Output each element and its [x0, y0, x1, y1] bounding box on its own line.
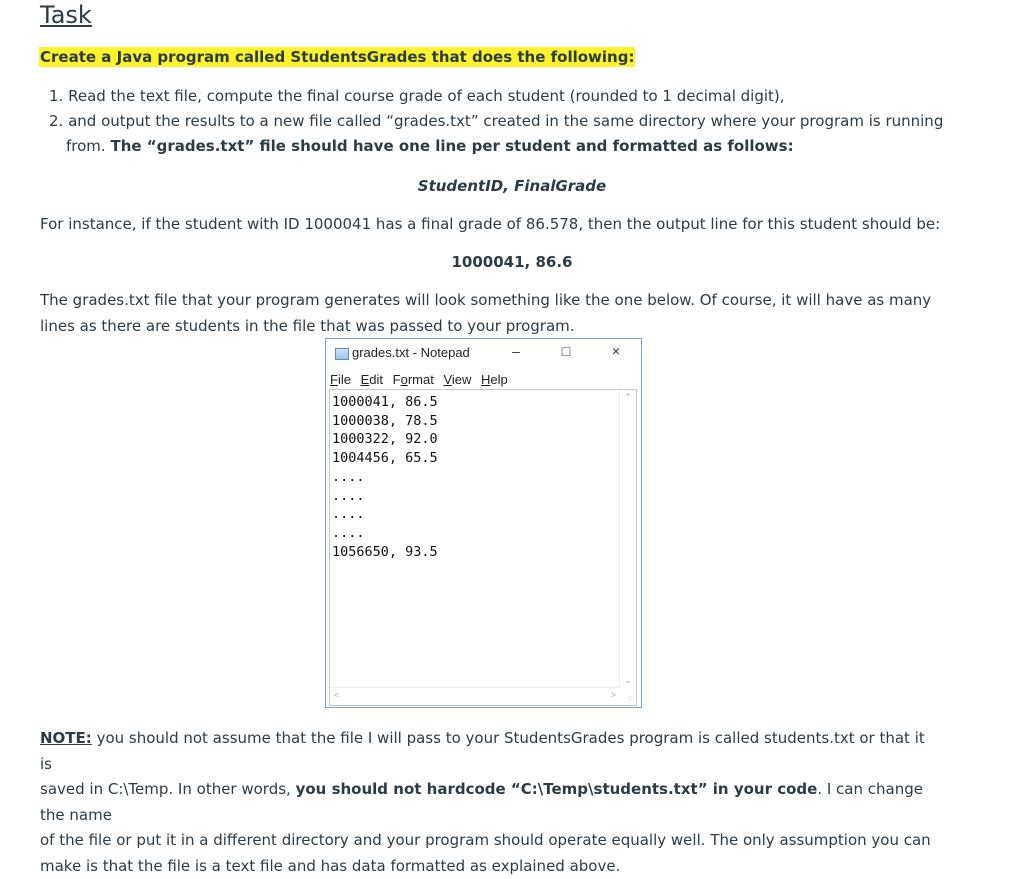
list-item	[49, 86, 949, 106]
list-number: 1.	[49, 87, 63, 105]
list-item-text: and output the results to a new file called “grades.txt” created in the same directory where your program is running	[68, 112, 943, 130]
format-text: StudentID, FinalGrade	[418, 177, 606, 195]
note-bold: you should not hardcode “C:\Temp\students.txt” in your code	[296, 780, 818, 798]
scroll-right-icon[interactable]: >	[611, 690, 616, 700]
scroll-down-icon[interactable]: ⌄	[624, 675, 632, 686]
horizontal-scrollbar[interactable]	[330, 687, 620, 705]
notepad-title-bar	[326, 339, 641, 367]
menu-help[interactable]: Help	[481, 372, 508, 387]
notepad-window	[325, 338, 642, 708]
notepad-content: 1000041, 86.5 1000038, 78.5 1000322, 92.0 1004456, 65.5 .... .... .... .... 1056650, 93.5	[332, 393, 438, 561]
minimize-icon[interactable]: –	[506, 343, 526, 359]
list-item-continuation	[49, 136, 949, 156]
notepad-title: grades.txt - Notepad	[352, 345, 470, 360]
maximize-icon[interactable]: □	[556, 343, 576, 359]
list-item	[49, 111, 949, 131]
continuation-bold: The “grades.txt” file should have one line per student and formatted as follows:	[110, 137, 793, 155]
task-highlight	[39, 46, 635, 68]
list-item-text: Read the text file, compute the final course grade of each student (rounded to 1 decimal digit),	[68, 87, 784, 105]
highlight-text: Create a Java program called StudentsGrades that does the following:	[39, 47, 635, 67]
note-line-2: saved in C:\Temp. In other words, you should not hardcode “C:\Temp\students.txt” in your code. I can change the name	[40, 777, 940, 828]
task-list	[49, 86, 949, 156]
note-line-3: of the file or put it in a different directory and your program should operate equally well. The only assumption you can	[40, 828, 940, 854]
note-section	[40, 726, 940, 879]
format-line	[0, 176, 1024, 196]
note-line-1: NOTE: you should not assume that the file I will pass to your StudentsGrades program is called students.txt or that it is	[40, 726, 940, 777]
generates-line-2: lines as there are students in the file that was passed to your program.	[40, 316, 575, 336]
scroll-up-icon[interactable]: ⌃	[624, 392, 632, 403]
notepad-menu-bar	[330, 372, 514, 387]
note-line-4: make is that the file is a text file and has data formatted as explained above.	[40, 854, 940, 879]
scroll-left-icon[interactable]: <	[334, 690, 339, 700]
menu-format[interactable]: Format	[393, 372, 434, 387]
page-title: Task	[40, 0, 92, 30]
example-text: 1000041, 86.6	[452, 253, 573, 271]
example-line	[0, 252, 1024, 272]
resize-grip-icon[interactable]: ⁘	[627, 694, 634, 703]
note-label: NOTE:	[40, 729, 92, 747]
vertical-scrollbar[interactable]	[619, 390, 636, 688]
close-icon[interactable]: ×	[606, 343, 626, 359]
instance-text: For instance, if the student with ID 1000041 has a final grade of 86.578, then the output line for this student should be:	[40, 214, 940, 234]
continuation-text: from.	[66, 137, 106, 155]
notepad-text-area[interactable]	[329, 389, 637, 706]
menu-edit[interactable]: Edit	[361, 372, 383, 387]
generates-line-1: The grades.txt file that your program generates will look something like the one below. Of course, it will have as many	[40, 290, 931, 310]
menu-view[interactable]: View	[443, 372, 471, 387]
notepad-icon	[335, 348, 349, 360]
list-number: 2.	[49, 112, 63, 130]
menu-file[interactable]: File	[330, 372, 351, 387]
